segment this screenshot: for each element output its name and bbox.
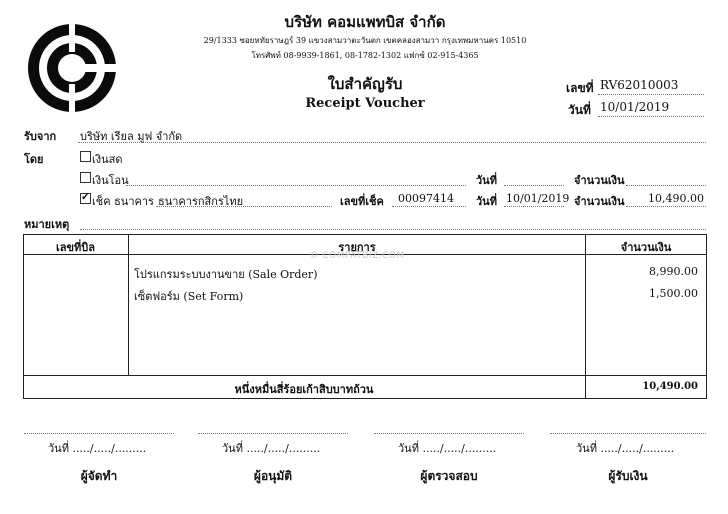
table-total-divider bbox=[23, 375, 707, 376]
transfer-date-line bbox=[504, 185, 564, 186]
cheque-date-label: วันที่ bbox=[476, 195, 497, 208]
transfer-amount-label: จำนวนเงิน bbox=[574, 174, 625, 187]
signature-2-date: วันที่ ...../...../......... bbox=[222, 442, 321, 455]
received-from-line bbox=[78, 142, 706, 143]
transfer-amount-line bbox=[626, 185, 706, 186]
cheque-no-label: เลขที่เช็ค bbox=[340, 195, 384, 208]
header-bill-no: เลขที่บิล bbox=[56, 241, 95, 254]
transfer-label: เงินโอน bbox=[92, 174, 129, 187]
total-amount: 10,490.00 bbox=[642, 381, 698, 392]
cheque-date-line bbox=[504, 206, 564, 207]
document-title-th: ใบสำคัญรับ bbox=[327, 75, 403, 93]
signature-line-2 bbox=[198, 433, 348, 434]
signature-3-date: วันที่ ...../...../......... bbox=[398, 442, 497, 455]
table-row-1-item: โปรแกรมระบบงานขาย (Sale Order) bbox=[134, 268, 318, 281]
company-logo bbox=[24, 20, 120, 116]
company-contact: โทรศัพท์ 08-9939-1861, 08-1782-1302 แฟกซ์ 02-915-4365 bbox=[251, 51, 479, 60]
cheque-label: เช็ค ธนาคาร bbox=[92, 195, 154, 208]
cheque-bank[interactable]: ธนาคารกสิกรไทย bbox=[158, 195, 244, 208]
payment-by-label: โดย bbox=[24, 153, 44, 166]
header-amount: จำนวนเงิน bbox=[620, 241, 672, 254]
received-from-value[interactable]: บริษัท เรียล มูฟ จำกัด bbox=[80, 130, 183, 143]
cheque-check-mark: ✓ bbox=[80, 190, 91, 203]
signature-line-3 bbox=[374, 433, 524, 434]
document-number-line bbox=[598, 94, 704, 95]
signature-line-1 bbox=[24, 433, 174, 434]
cheque-amount-label: จำนวนเงิน bbox=[574, 195, 625, 208]
document-number: RV62010003 bbox=[600, 78, 679, 92]
remark-line bbox=[80, 229, 706, 230]
signature-4-date: วันที่ ...../...../......... bbox=[576, 442, 675, 455]
signature-1-date: วันที่ ...../...../......... bbox=[48, 442, 147, 455]
table-col-divider-2 bbox=[585, 234, 586, 399]
transfer-date-label: วันที่ bbox=[476, 174, 497, 187]
total-amount-text: หนึ่งหมื่นสี่ร้อยเก้าสิบบาทถ้วน bbox=[234, 383, 374, 396]
document-number-label: เลขที่ bbox=[566, 81, 594, 95]
company-name: บริษัท คอมแพทบิส จำกัด bbox=[284, 13, 446, 31]
document-title-en: Receipt Voucher bbox=[305, 96, 425, 111]
cash-checkbox[interactable] bbox=[80, 151, 91, 162]
company-address: 29/1333 ซอยหทัยราษฎร์ 39 แขวงสามวาตะวันตก เขตคลองสามวา กรุงเทพมหานคร 10510 bbox=[203, 36, 527, 45]
document-date: 10/01/2019 bbox=[600, 100, 670, 114]
cash-label: เงินสด bbox=[92, 153, 123, 166]
signature-line-4 bbox=[550, 433, 706, 434]
cheque-no-line bbox=[392, 206, 466, 207]
cheque-amount[interactable]: 10,490.00 bbox=[648, 192, 704, 205]
header-item: รายการ bbox=[338, 241, 376, 254]
received-from-label: รับจาก bbox=[24, 130, 57, 143]
cheque-date[interactable]: 10/01/2019 bbox=[506, 192, 570, 205]
cheque-no[interactable]: 00097414 bbox=[398, 192, 454, 205]
document-date-line bbox=[598, 116, 704, 117]
cheque-amount-line bbox=[626, 206, 706, 207]
signature-2-role: ผู้อนุมัติ bbox=[253, 469, 293, 483]
watermark: © COMPATBIZ.COM bbox=[309, 251, 405, 261]
signature-1-role: ผู้จัดทำ bbox=[80, 469, 118, 483]
signature-3-role: ผู้ตรวจสอบ bbox=[420, 469, 478, 483]
table-row-2-amount: 1,500.00 bbox=[649, 287, 698, 300]
remark-label: หมายเหตุ bbox=[24, 218, 70, 231]
transfer-line bbox=[126, 185, 466, 186]
cheque-bank-line bbox=[156, 206, 332, 207]
table-row-1-amount: 8,990.00 bbox=[649, 265, 698, 278]
table-row-2-item: เซ็ตฟอร์ม (Set Form) bbox=[134, 290, 244, 303]
document-date-label: วันที่ bbox=[568, 103, 591, 117]
table-col-divider-1 bbox=[128, 254, 129, 376]
transfer-checkbox[interactable] bbox=[80, 172, 91, 183]
signature-4-role: ผู้รับเงิน bbox=[608, 469, 648, 483]
